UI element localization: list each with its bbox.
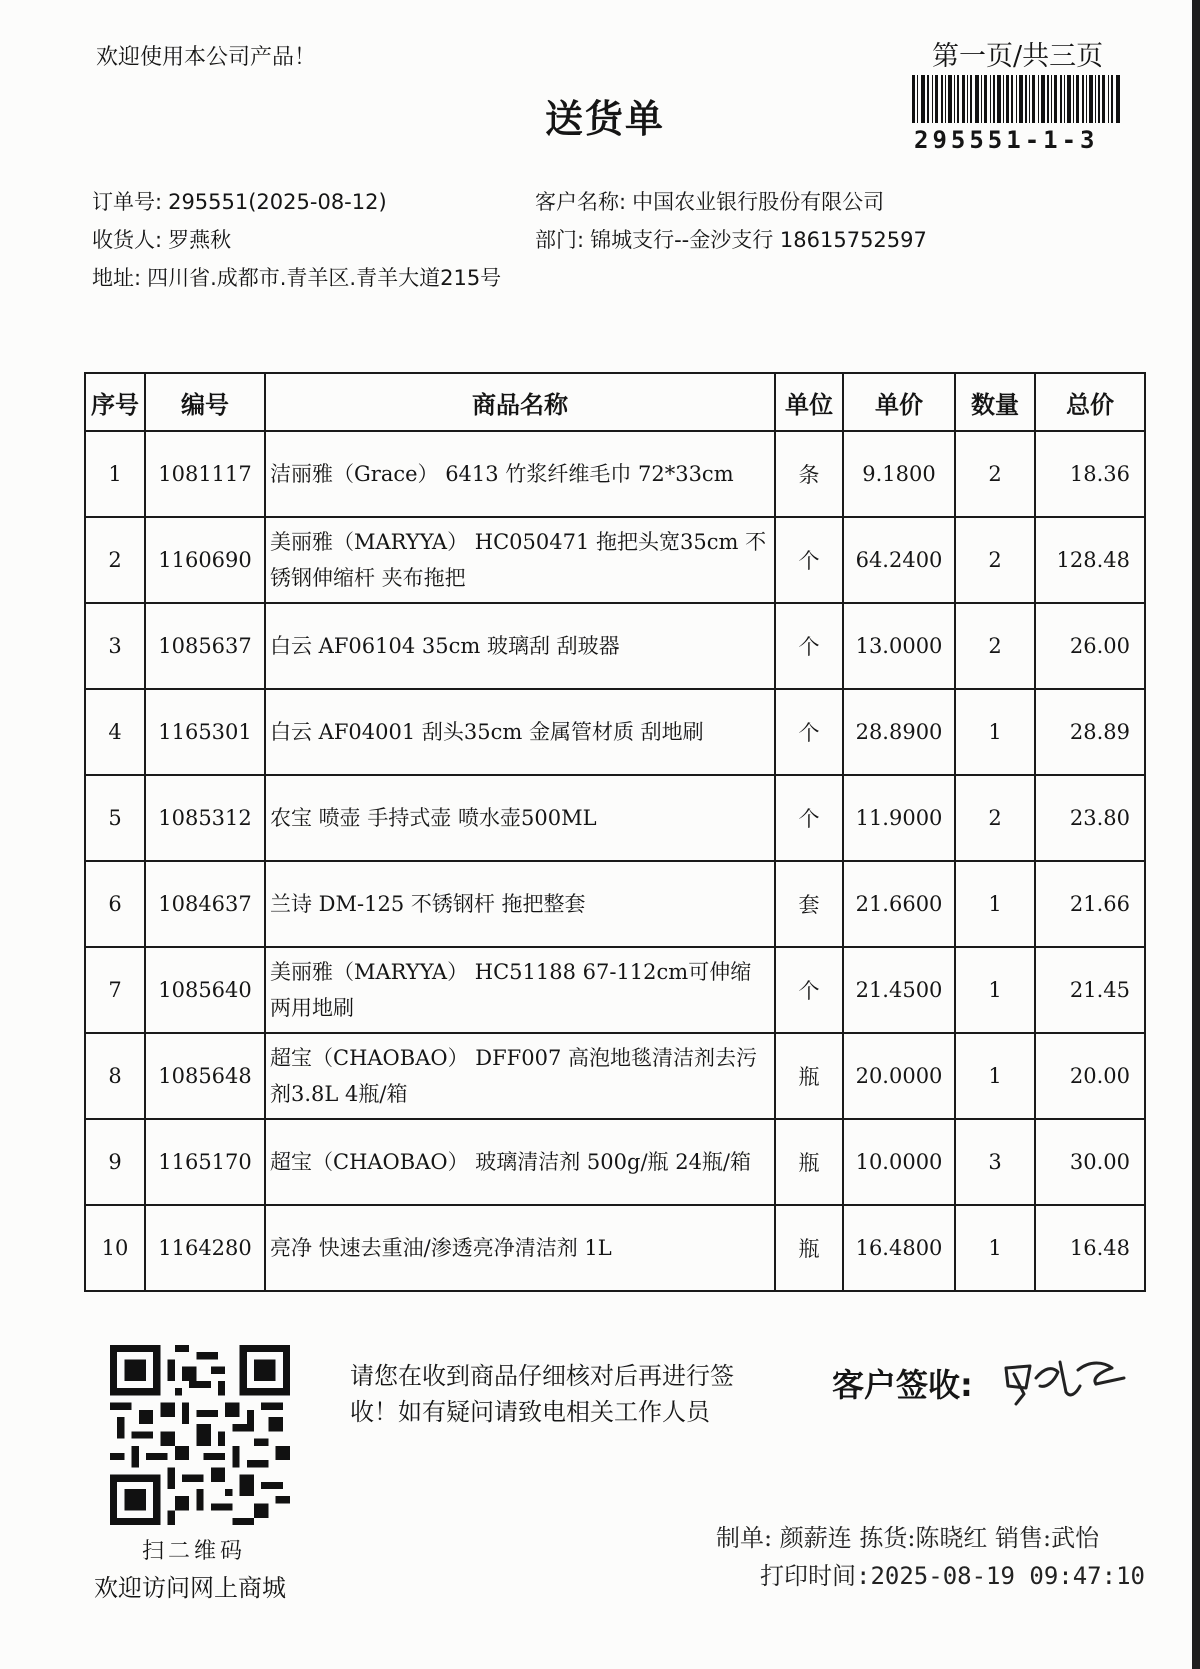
customer-name-label: 客户名称: bbox=[535, 190, 627, 214]
header-no: 序号 bbox=[85, 373, 145, 431]
cell-name: 亮净 快速去重油/渗透亮净清洁剂 1L bbox=[265, 1205, 775, 1291]
table-row bbox=[85, 1119, 1145, 1205]
cell-no: 8 bbox=[85, 1033, 145, 1119]
cell-total: 128.48 bbox=[1035, 517, 1145, 603]
cell-price: 64.2400 bbox=[843, 517, 955, 603]
cell-code: 1085648 bbox=[145, 1033, 265, 1119]
goods-table-wrapper bbox=[84, 372, 1144, 1292]
table-row bbox=[85, 431, 1145, 517]
table-row bbox=[85, 1033, 1145, 1119]
cell-qty: 2 bbox=[955, 517, 1035, 603]
cell-qty: 2 bbox=[955, 431, 1035, 517]
cell-name: 白云 AF06104 35cm 玻璃刮 刮玻器 bbox=[265, 603, 775, 689]
cell-price: 16.4800 bbox=[843, 1205, 955, 1291]
barcode-number: 295551-1-3 bbox=[914, 126, 1099, 154]
cell-qty: 1 bbox=[955, 1205, 1035, 1291]
cell-price: 20.0000 bbox=[843, 1033, 955, 1119]
cell-unit: 个 bbox=[775, 689, 843, 775]
cell-price: 28.8900 bbox=[843, 689, 955, 775]
cell-qty: 1 bbox=[955, 1033, 1035, 1119]
qr-code-icon bbox=[110, 1345, 290, 1525]
header-code: 编号 bbox=[145, 373, 265, 431]
cell-unit: 瓶 bbox=[775, 1119, 843, 1205]
cell-price: 11.9000 bbox=[843, 775, 955, 861]
header-qty: 数量 bbox=[955, 373, 1035, 431]
customer-name-row bbox=[535, 186, 884, 216]
cell-no: 6 bbox=[85, 861, 145, 947]
table-row bbox=[85, 775, 1145, 861]
cell-price: 21.4500 bbox=[843, 947, 955, 1033]
header-unit: 单位 bbox=[775, 373, 843, 431]
cell-total: 30.00 bbox=[1035, 1119, 1145, 1205]
cell-unit: 个 bbox=[775, 947, 843, 1033]
cell-code: 1085637 bbox=[145, 603, 265, 689]
cell-qty: 2 bbox=[955, 775, 1035, 861]
cell-name: 农宝 喷壶 手持式壶 喷水壶500ML bbox=[265, 775, 775, 861]
header-price: 单价 bbox=[843, 373, 955, 431]
cell-code: 1160690 bbox=[145, 517, 265, 603]
cell-price: 21.6600 bbox=[843, 861, 955, 947]
cell-unit: 条 bbox=[775, 431, 843, 517]
cell-code: 1085640 bbox=[145, 947, 265, 1033]
cell-unit: 个 bbox=[775, 775, 843, 861]
cell-code: 1085312 bbox=[145, 775, 265, 861]
cell-name: 超宝（CHAOBAO） DFF007 高泡地毯清洁剂去污剂3.8L 4瓶/箱 bbox=[265, 1033, 775, 1119]
cell-total: 26.00 bbox=[1035, 603, 1145, 689]
welcome-text: 欢迎使用本公司产品！ bbox=[96, 45, 317, 70]
cell-name: 超宝（CHAOBAO） 玻璃清洁剂 500g/瓶 24瓶/箱 bbox=[265, 1119, 775, 1205]
cell-code: 1165170 bbox=[145, 1119, 265, 1205]
cell-name: 美丽雅（MARYYA） HC050471 拖把头宽35cm 不锈钢伸缩杆 夹布拖把 bbox=[265, 517, 775, 603]
cell-unit: 瓶 bbox=[775, 1205, 843, 1291]
cell-qty: 2 bbox=[955, 603, 1035, 689]
receipt-notice: 请您在收到商品仔细核对后再进行签收！如有疑问请致电相关工作人员 bbox=[350, 1362, 734, 1426]
cell-name: 洁丽雅（Grace） 6413 竹浆纤维毛巾 72*33cm bbox=[265, 431, 775, 517]
cell-qty: 3 bbox=[955, 1119, 1035, 1205]
receiver-row bbox=[92, 224, 231, 254]
page-indicator: 第一页/共三页 bbox=[932, 41, 1104, 72]
cell-code: 1164280 bbox=[145, 1205, 265, 1291]
cell-unit: 个 bbox=[775, 603, 843, 689]
cell-no: 5 bbox=[85, 775, 145, 861]
cell-name: 白云 AF04001 刮头35cm 金属管材质 刮地刷 bbox=[265, 689, 775, 775]
department-row bbox=[535, 224, 927, 254]
cell-total: 21.66 bbox=[1035, 861, 1145, 947]
staff-info: 制单: 颜薪连 拣货:陈晓红 销售:武怡 bbox=[716, 1524, 1100, 1552]
table-row bbox=[85, 1205, 1145, 1291]
cell-no: 10 bbox=[85, 1205, 145, 1291]
qr-caption-scan: 扫二维码 bbox=[142, 1539, 247, 1564]
cell-unit: 瓶 bbox=[775, 1033, 843, 1119]
document-title: 送货单 bbox=[545, 97, 666, 141]
table-row bbox=[85, 517, 1145, 603]
qr-caption-welcome: 欢迎访问网上商城 bbox=[94, 1574, 286, 1602]
address-label: 地址: bbox=[92, 266, 142, 290]
cell-no: 1 bbox=[85, 431, 145, 517]
cell-unit: 个 bbox=[775, 517, 843, 603]
address-row bbox=[92, 262, 501, 292]
print-time: 打印时间:2025-08-19 09:47:10 bbox=[760, 1562, 1145, 1590]
department-value: 锦城支行--金沙支行 18615752597 bbox=[590, 228, 927, 252]
header-total: 总价 bbox=[1035, 373, 1145, 431]
cell-code: 1081117 bbox=[145, 431, 265, 517]
cell-qty: 1 bbox=[955, 947, 1035, 1033]
cell-no: 3 bbox=[85, 603, 145, 689]
order-number-value: 295551(2025-08-12) bbox=[168, 190, 387, 214]
cell-price: 13.0000 bbox=[843, 603, 955, 689]
cell-price: 9.1800 bbox=[843, 431, 955, 517]
department-label: 部门: bbox=[535, 228, 585, 252]
barcode-icon bbox=[912, 75, 1120, 123]
receiver-label: 收货人: bbox=[92, 228, 163, 252]
cell-code: 1165301 bbox=[145, 689, 265, 775]
order-number-label: 订单号: bbox=[92, 190, 163, 214]
customer-signature-label: 客户签收: bbox=[832, 1366, 973, 1404]
cell-qty: 1 bbox=[955, 861, 1035, 947]
cell-price: 10.0000 bbox=[843, 1119, 955, 1205]
table-row bbox=[85, 861, 1145, 947]
cell-no: 9 bbox=[85, 1119, 145, 1205]
goods-table bbox=[84, 372, 1146, 1292]
cell-total: 18.36 bbox=[1035, 431, 1145, 517]
handwritten-signature bbox=[1000, 1348, 1130, 1408]
cell-code: 1084637 bbox=[145, 861, 265, 947]
table-row bbox=[85, 689, 1145, 775]
cell-total: 16.48 bbox=[1035, 1205, 1145, 1291]
cell-total: 23.80 bbox=[1035, 775, 1145, 861]
cell-qty: 1 bbox=[955, 689, 1035, 775]
cell-name: 兰诗 DM-125 不锈钢杆 拖把整套 bbox=[265, 861, 775, 947]
cell-no: 4 bbox=[85, 689, 145, 775]
cell-name: 美丽雅（MARYYA） HC51188 67-112cm可伸缩两用地刷 bbox=[265, 947, 775, 1033]
header-name: 商品名称 bbox=[265, 373, 775, 431]
cell-no: 7 bbox=[85, 947, 145, 1033]
cell-unit: 套 bbox=[775, 861, 843, 947]
order-number-row bbox=[92, 186, 387, 216]
receiver-value: 罗燕秋 bbox=[168, 228, 232, 252]
table-row bbox=[85, 947, 1145, 1033]
cell-total: 20.00 bbox=[1035, 1033, 1145, 1119]
cell-no: 2 bbox=[85, 517, 145, 603]
table-row bbox=[85, 603, 1145, 689]
table-header-row bbox=[85, 373, 1145, 431]
cell-total: 28.89 bbox=[1035, 689, 1145, 775]
address-value: 四川省.成都市.青羊区.青羊大道215号 bbox=[147, 266, 502, 290]
cell-total: 21.45 bbox=[1035, 947, 1145, 1033]
customer-name-value: 中国农业银行股份有限公司 bbox=[632, 190, 885, 214]
